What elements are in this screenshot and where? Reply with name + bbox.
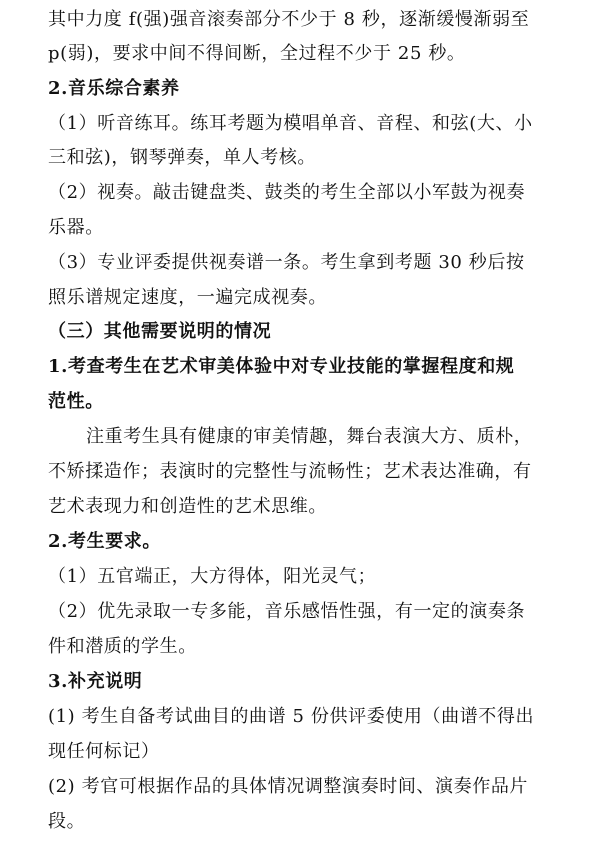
subsection-heading: 2.考生要求。	[48, 531, 161, 552]
list-item-line: （2）视奏。敲击键盘类、鼓类的考生全部以小军鼓为视奏	[48, 182, 526, 203]
section-heading-music: 2.音乐综合素养	[48, 78, 180, 99]
list-item-line: （1）听音练耳。练耳考题为模唱单音、音程、和弦(大、小	[48, 113, 533, 134]
list-item-line: 三和弦)，钢琴弹奏，单人考核。	[48, 147, 317, 168]
list-item-line: 乐器。	[48, 217, 104, 238]
list-item-line: （2）优先录取一专多能，音乐感悟性强，有一定的演奏条	[48, 601, 526, 622]
subsection-heading: 范性。	[48, 391, 104, 412]
subsection-heading: 1.考查考生在艺术审美体验中对专业技能的掌握程度和规	[48, 356, 515, 377]
list-item-line: 现任何标记）	[48, 741, 160, 762]
list-item-line: (1) 考生自备考试曲目的曲谱 5 份供评委使用（曲谱不得出	[48, 706, 535, 727]
list-item-line: 照乐谱规定速度，一遍完成视奏。	[48, 287, 327, 308]
paragraph-line: 其中力度 f(强)强音滚奏部分不少于 8 秒，逐渐缓慢渐弱至	[48, 9, 530, 30]
list-item-line: （1）五官端正，大方得体，阳光灵气；	[48, 566, 377, 587]
paragraph-line: p(弱)，要求中间不得间断，全过程不少于 25 秒。	[48, 43, 466, 64]
paragraph-line: 注重考生具有健康的审美情趣，舞台表演大方、质朴，	[86, 426, 533, 447]
subsection-heading: 3.补充说明	[48, 671, 143, 692]
list-item-line: （3）专业评委提供视奏谱一条。考生拿到考题 30 秒后按	[48, 252, 525, 273]
list-item-line: (2) 考官可根据作品的具体情况调整演奏时间、演奏作品片	[48, 776, 529, 797]
paragraph-line: 不矫揉造作；表演时的完整性与流畅性；艺术表达准确，有	[48, 461, 532, 482]
list-item-line: 件和潜质的学生。	[48, 636, 197, 657]
paragraph-line: 艺术表现力和创造性的艺术思维。	[48, 496, 327, 517]
list-item-line: 段。	[48, 811, 86, 832]
section-heading-other: （三）其他需要说明的情况	[48, 321, 272, 342]
